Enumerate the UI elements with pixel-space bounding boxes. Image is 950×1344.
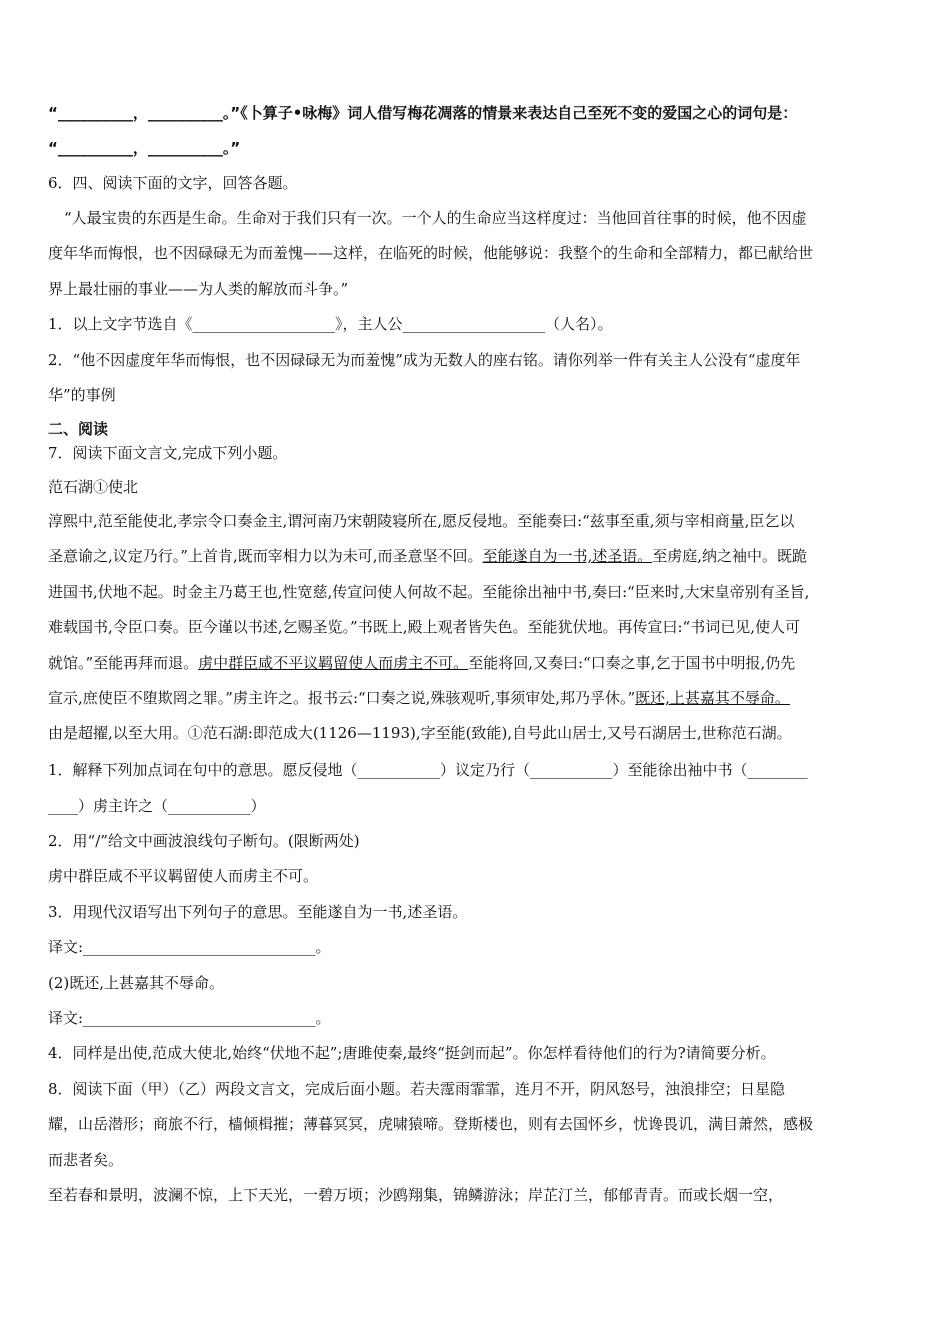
passage-footnote: 由是超擢,以至大用。①范石湖:即范成大(1126—1193),字至能(致能),自号此山居士,又号石湖居士,世称范石湖。: [48, 724, 792, 742]
underlined-sentence-2: 既还,上甚嘉其不辱命。: [635, 689, 790, 707]
q6-heading: 6．四、阅读下面的文字，回答各题。: [48, 174, 298, 192]
section-heading-reading: 二、阅读: [48, 420, 109, 438]
q8-line-2: 耀，山岳潜形；商旅不行，樯倾楫摧；薄暮冥冥，虎啸猿啼。登斯楼也，则有去国怀乡，忧谗畏讥，满目萧然，感极: [48, 1115, 814, 1133]
q6-passage-line-1: “人最宝贵的东西是生命。生命对于我们只有一次。一个人的生命应当这样度过：当他回首往事的时候，他不因虚: [64, 209, 807, 227]
passage-line-5: [48, 653, 795, 673]
q6-sub1: 1．以上文字节选自《___________________》，主人公___________________（人名）。: [48, 315, 613, 333]
wavy-underlined-sentence: 虏中群臣咸不平议羁留使人而虏主不可。: [198, 654, 469, 672]
passage-line-5-after: 至能将回,又奏曰:“口奏之事,乞于国书中明报,仍先: [468, 654, 796, 672]
q8-line-1: 8．阅读下面（甲）（乙）两段文言文，完成后面小题。若夫霪雨霏霏，连月不开，阴风怒号，浊浪排空；日星隐: [48, 1080, 786, 1098]
passage-line-1: 淳熙中,范至能使北,孝宗令口奏金主,谓河南乃宋朝陵寝所在,愿反侵地。至能奏曰:“兹事至重,须与宰相商量,臣乞以: [48, 512, 795, 530]
q7-sub1-line-2: ____）虏主许之（___________）: [48, 797, 266, 815]
q7-sub4: 4．同样是出使,范成大使北,始终“伏地不起”;唐雎使秦,最终“挺剑而起”。你怎样看待他们的行为?请简要分析。: [48, 1044, 776, 1062]
q7-sub3: 3．用现代汉语写出下列句子的意思。至能遂自为一书,述圣语。: [48, 903, 468, 921]
q6-passage-line-3: 界上最壮丽的事业——为人类的解放而斗争。”: [48, 280, 349, 298]
passage-line-2: [48, 546, 807, 566]
poem-question-line-2: “__________，__________。”: [48, 139, 241, 157]
q7-sub3-part2: (2)既还,上甚嘉其不辱命。: [48, 974, 225, 992]
q7-heading: 7．阅读下面文言文,完成下列小题。: [48, 444, 288, 462]
q6-sub2-line-1: 2．“他不因虚度年华而悔恨，也不因碌碌无为而羞愧”成为无数人的座右铭。请你列举一件有关主人公没有“虚度年: [48, 351, 801, 369]
q8-line-4: 至若春和景明，波澜不惊，上下天光，一碧万顷；沙鸥翔集，锦鳞游泳；岸芷汀兰，郁郁青青。而或长烟一空，: [48, 1186, 784, 1204]
passage-line-3: 进国书,伏地不起。时金主乃葛王也,性宽慈,传宣问使人何故不起。至能徐出袖中书,奏曰:“臣来时,大宋皇帝别有圣旨,: [48, 583, 810, 601]
passage-title: 范石湖①使北: [48, 478, 139, 496]
q7-sub2: 2．用“/”给文中画波浪线句子断句。(限断两处): [48, 832, 360, 850]
q8-line-3: 而悲者矣。: [48, 1151, 124, 1169]
passage-line-2-after: 至虏庭,纳之袖中。既跪: [652, 547, 808, 565]
translation-blank-2: 译文:_______________________________。: [48, 1009, 331, 1027]
q6-sub2-line-2: 华”的事例: [48, 386, 116, 404]
translation-blank-1: 译文:_______________________________。: [48, 938, 331, 956]
passage-line-6: [48, 688, 790, 708]
q7-sub1-line-1: 1．解释下列加点词在句中的意思。愿反侵地（___________）议定乃行（___________）至能徐出袖中书（________: [48, 761, 808, 779]
q7-sub2-sentence: 虏中群臣咸不平议羁留使人而虏主不可。: [48, 867, 319, 885]
passage-line-6-text: 宣示,庶使臣不堕欺罔之罪。”虏主许之。报书云:“口奏之说,殊骇观听,事须审处,邦乃孚休。”: [48, 689, 636, 707]
poem-question-line-1: “__________，__________。”《卜算子•咏梅》词人借写梅花凋落的情景来表达自己至死不变的爱国之心的词句是：: [48, 104, 798, 122]
passage-line-5-text: 就馆。”至能再拜而退。: [48, 654, 199, 672]
passage-line-2-text: 圣意谕之,议定乃行。”上首肯,既而宰相力以为未可,而圣意坚不回。: [48, 547, 483, 565]
q6-passage-line-2: 度年华而悔恨，也不因碌碌无为而羞愧——这样，在临死的时候，他能够说：我整个的生命和全部精力，都已献给世: [48, 244, 814, 262]
passage-line-4: 难载国书,令臣口奏。臣今谨以书述,乞赐圣览。”书既上,殿上观者皆失色。至能犹伏地。再传宣曰:“书词已见,使人可: [48, 618, 800, 636]
underlined-sentence-1: 至能遂自为一书,述圣语。: [482, 547, 653, 565]
